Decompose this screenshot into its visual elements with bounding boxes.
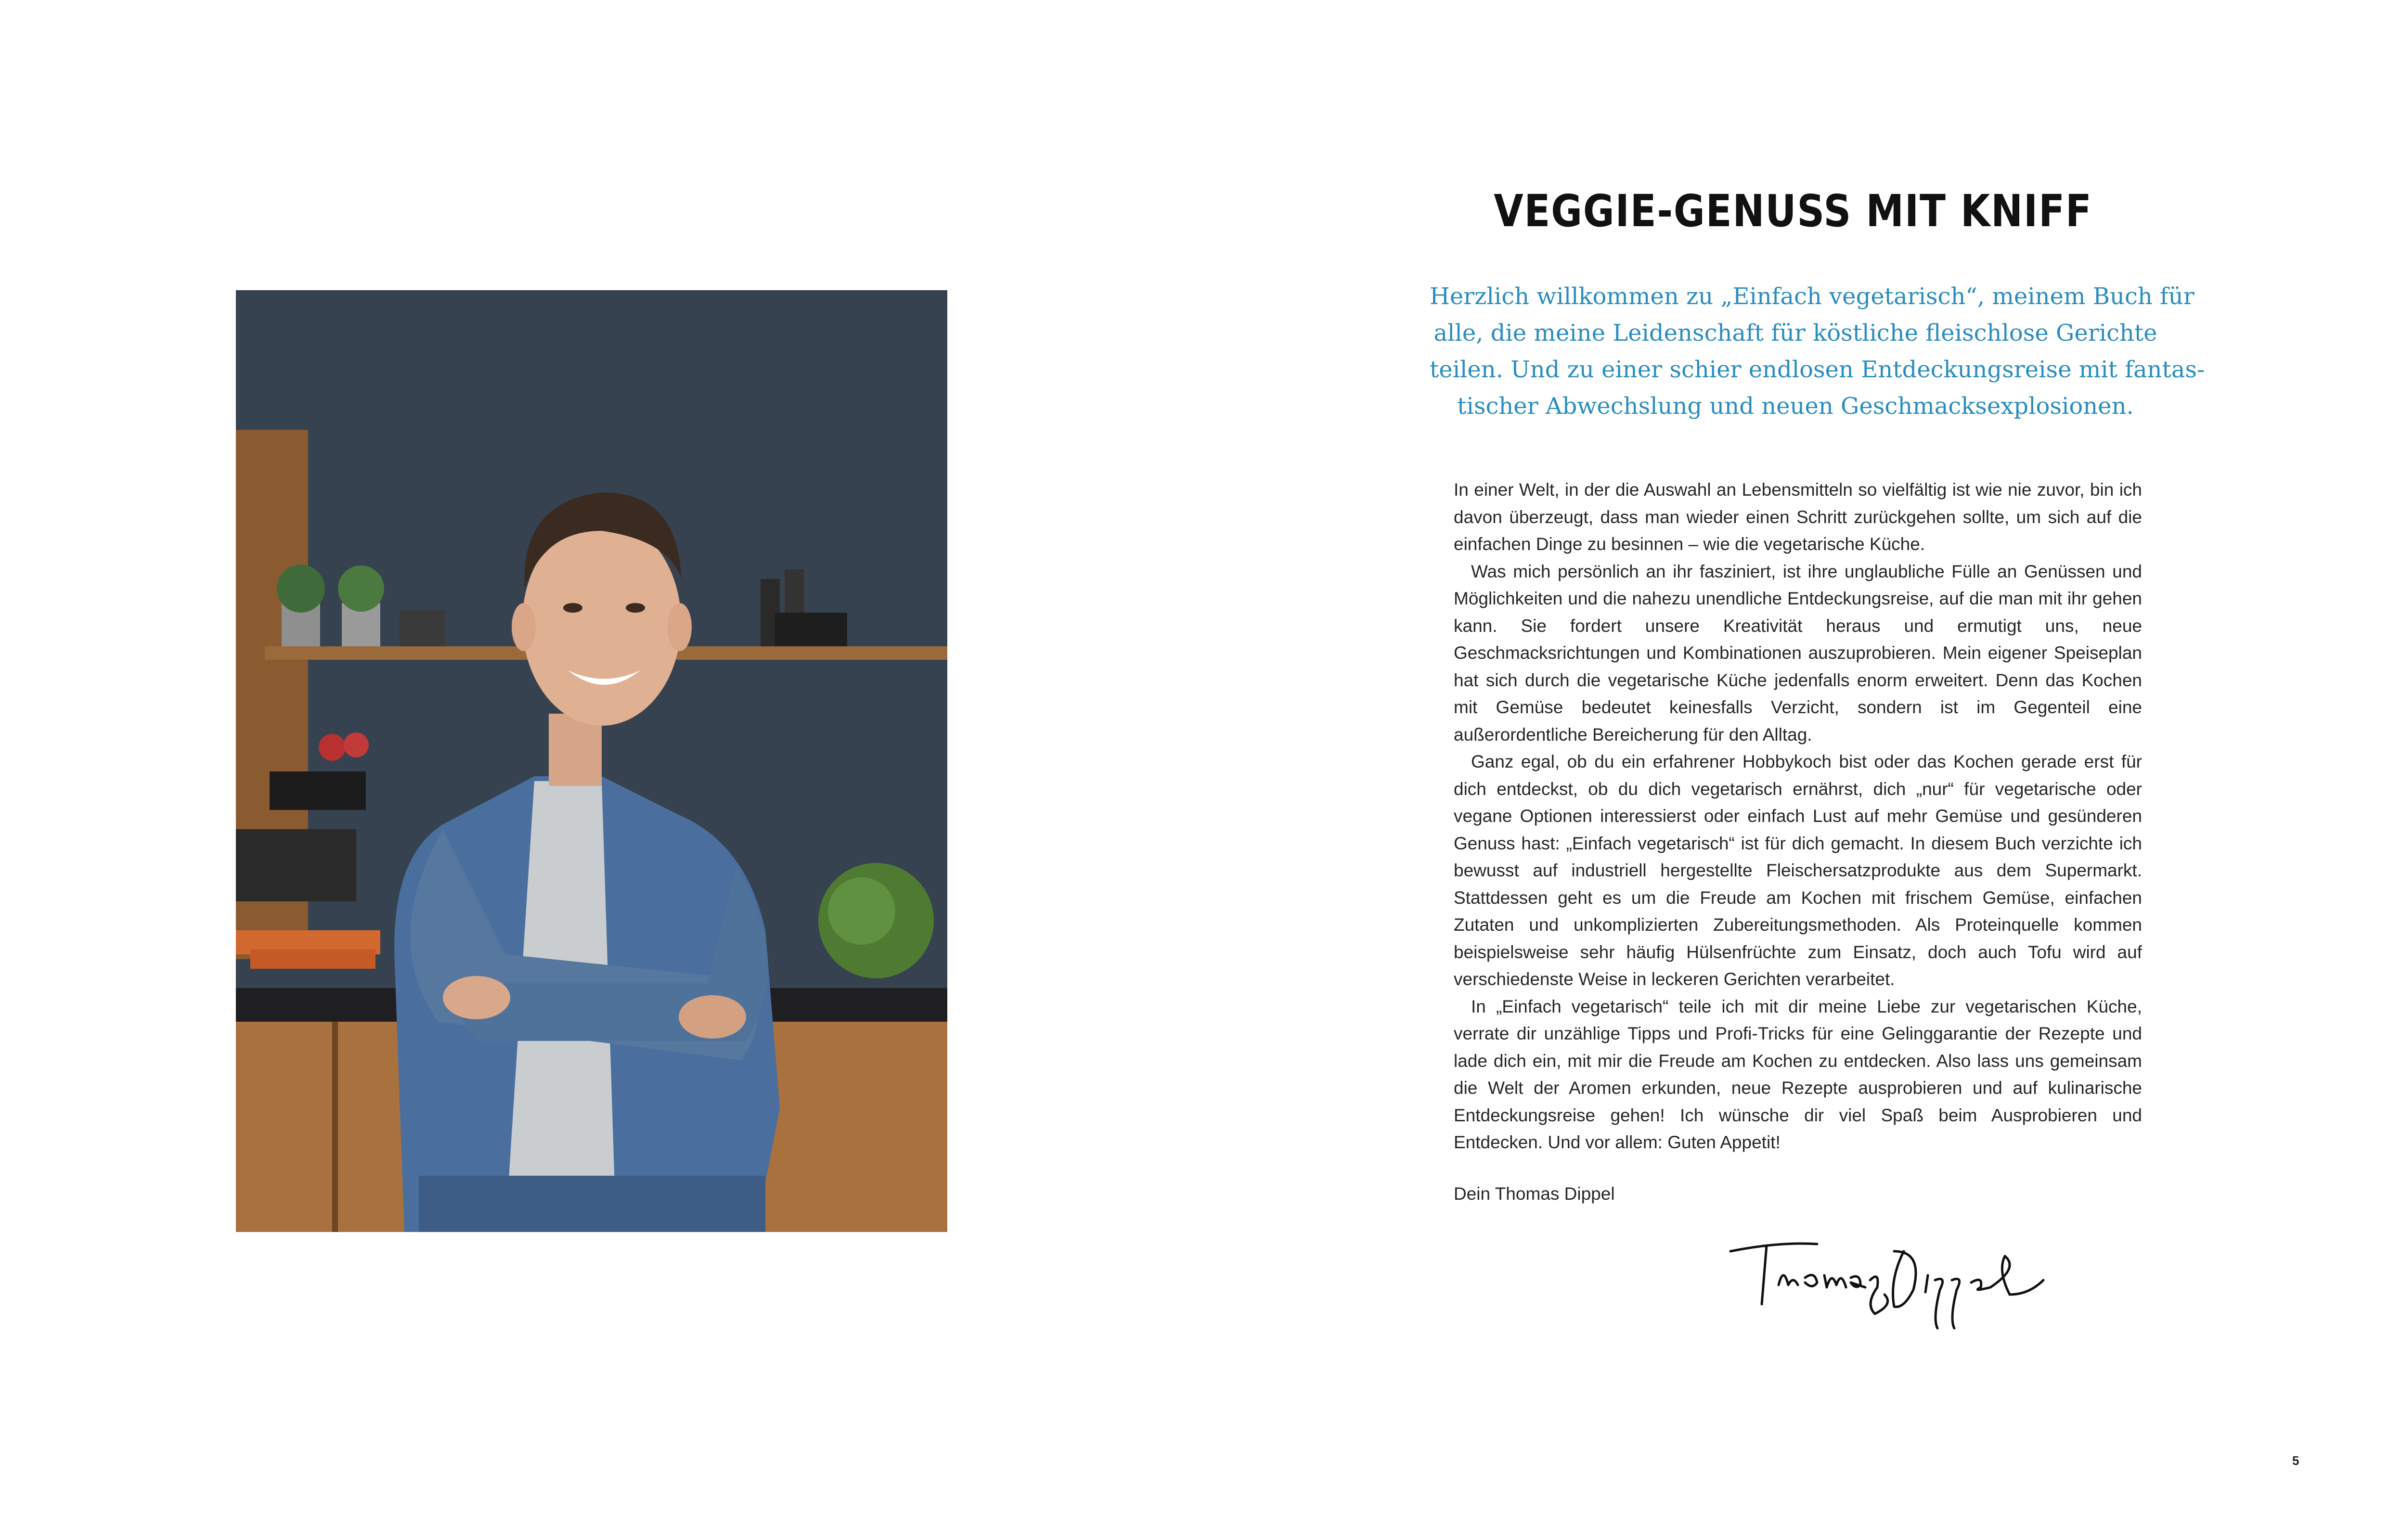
body-paragraph: Ganz egal, ob du ein erfahrener Hobbykoch bist oder das Kochen gerade erst für dich entdeckst, ob du dich vegetarisch ernährst, dich „nur“ für vegetarische oder vegane Optionen interessierst oder einfach Lust auf mehr Gemüse und gesünderen Genuss hast: „Einfach vegetarisch“ ist für dich gemacht. In diesem Buch verzichte ich bewusst auf industriell hergestellte Fleischersatzprodukte aus dem Supermarkt. Stattdessen geht es um die Freude am Kochen mit frischem Gemüse, einfachen Zutaten und unkomplizierten Zubereitungsmethoden. Als Proteinquelle kommen beispielsweise sehr häufig Hülsenfrüchte zum Einsatz, doch auch Tofu wird auf verschiedenste Weise in leckeren Gerichten verarbeitet. xyxy=(1454,752,2142,989)
intro-line: alle, die meine Leidenschaft für köstliche fleischlose Gerichte xyxy=(1433,320,2157,346)
page-title: VEGGIE-GENUSS MIT KNIFF xyxy=(1494,185,2092,237)
intro-line: tischer Abwechslung und neuen Geschmacksexplosionen. xyxy=(1457,393,2134,420)
body-paragraph: In „Einfach vegetarisch“ teile ich mit dir meine Liebe zur vegetarischen Küche, verrate dir unzählige Tipps und Profi-Tricks für eine Gelinggarantie der Rezepte und lade dich ein, mit mir die Freude am Kochen zu entdecken. Also lass uns gemeinsam die Welt der Aromen erkunden, neue Rezepte ausprobieren und auf kulinarische Entdeckungsreise gehen! Ich wünsche dir viel Spaß beim Ausprobieren und Entdecken. Und vor allem: Guten Appetit! xyxy=(1454,996,2142,1152)
signature-graphic xyxy=(1721,1222,2048,1333)
page-number: 5 xyxy=(2292,1453,2299,1468)
greeting: Dein Thomas Dippel xyxy=(1454,1184,1615,1204)
signature xyxy=(1721,1222,2048,1333)
portrait-illustration xyxy=(236,290,947,1232)
portrait-photo xyxy=(236,290,947,1232)
body-paragraph: In einer Welt, in der die Auswahl an Lebensmitteln so vielfältig ist wie nie zuvor, bin ich davon überzeugt, dass man wieder einen Schritt zurückgehen sollte, um sich auf die einfachen Dinge zu besinnen – wie die vegetarische Küche. xyxy=(1454,480,2142,554)
intro-text xyxy=(1430,278,2205,424)
intro-line: teilen. Und zu einer schier endlosen Entdeckungsreise mit fantas- xyxy=(1430,356,2205,383)
intro-line: Herzlich willkommen zu „Einfach vegetarisch“, meinem Buch für xyxy=(1430,283,2194,310)
body-text xyxy=(1454,476,2142,1156)
body-paragraph: Was mich persönlich an ihr fasziniert, ist ihre unglaubliche Fülle an Genüssen und Möglichkeiten und die nahezu unendliche Entdeckungsreise, auf die man mit ihr gehen kann. Sie fordert unsere Kreativität heraus und ermutigt uns, neue Geschmacksrichtungen und Kombinationen auszuprobieren. Mein eigener Speiseplan hat sich durch die vegetarische Küche jedenfalls enorm erweitert. Denn das Kochen mit Gemüse bedeutet keinesfalls Verzicht, sondern ist im Gegenteil eine außerordentliche Bereicherung für den Alltag. xyxy=(1454,561,2142,744)
